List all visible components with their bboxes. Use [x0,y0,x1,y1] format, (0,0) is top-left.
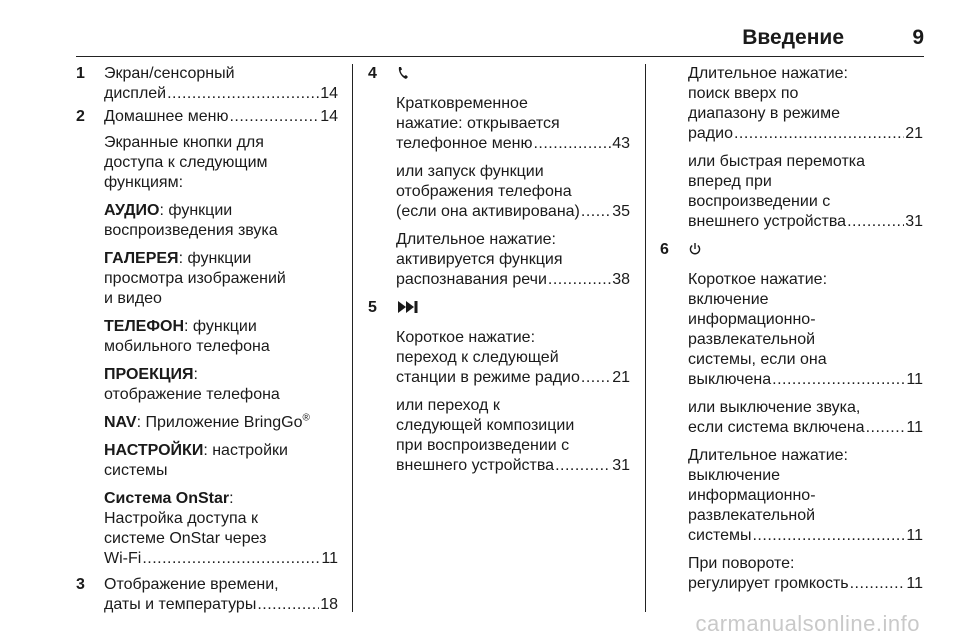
item-text: станции в режиме радио [396,369,580,386]
paragraph [396,94,630,154]
paragraph [104,201,338,241]
page-ref: 11 [321,550,338,567]
item-text: активируется функция [396,251,563,268]
page-number: 9 [912,26,924,49]
toc-entry[interactable] [688,418,923,438]
item-text: радио [688,125,733,142]
watermark: carmanualsonline.info [695,611,920,636]
item-text: отображения телефона [396,183,572,200]
paragraph [688,152,923,232]
list-item [368,64,630,290]
page-ref: 11 [906,527,923,544]
paragraph [688,554,923,594]
item-text: развлекательной [688,507,816,524]
item-number: 1 [76,65,85,82]
paragraph [104,365,338,405]
paragraph [104,413,338,433]
item-text: Кратковременное [396,95,528,112]
item-text: внешнего устройства [396,457,555,474]
item-text: Экранные кнопки для [104,134,264,151]
page-ref: 11 [906,419,923,436]
item-text: системы [688,527,752,544]
toc-entry[interactable] [104,595,338,615]
toc-entry[interactable] [688,370,923,390]
paragraph [396,328,630,388]
item-text: если система включена [688,419,865,436]
phone-icon [396,64,410,84]
column-2 [368,64,630,476]
item-text: : функции [184,318,257,335]
paragraph [688,398,923,438]
item-text: внешнего устройства [688,213,847,230]
item-text: переход к следующей [396,349,559,366]
toc-entry[interactable] [396,368,630,388]
toc-entry[interactable] [104,549,338,569]
item-text: Длительное нажатие: [396,231,556,248]
toc-entry[interactable] [688,526,923,546]
item-text: вперед при [688,173,772,190]
item-text: Отображение времени, [104,576,279,593]
item-text: Домашнее меню [104,108,229,125]
list-item-continuation [660,64,923,232]
item-text: выключена [688,371,772,388]
item-text: отображение телефона [104,386,280,403]
item-text: (если она активирована) [396,203,580,220]
paragraph [688,446,923,546]
list-item [660,240,923,594]
keyword: ГАЛЕРЕЯ [104,250,179,267]
item-text: следующей композиции [396,417,575,434]
paragraph [396,396,630,476]
toc-entry[interactable] [104,84,338,104]
item-text: включение [688,291,769,308]
column-3 [660,64,923,594]
item-text: выключение [688,467,781,484]
registered-mark: ® [302,412,310,424]
page-ref: 18 [320,596,338,613]
item-text: информационно- [688,487,816,504]
item-text: даты и температуры [104,596,257,613]
column-divider [645,64,646,612]
keyword: NAV [104,414,137,431]
keyword: НАСТРОЙКИ [104,442,204,459]
paragraph [104,317,338,357]
item-text: телефонное меню [396,135,533,152]
paragraph [104,133,338,193]
toc-entry[interactable] [688,574,923,594]
toc-entry[interactable] [688,124,923,144]
keyword: ТЕЛЕФОН [104,318,184,335]
item-number: 5 [368,299,377,316]
paragraph [104,249,338,309]
item-text: или быстрая перемотка [688,153,866,170]
item-text: системы, если она [688,351,827,368]
paragraph [688,270,923,390]
item-number: 3 [76,576,85,593]
toc-entry[interactable] [104,107,338,127]
item-text: Короткое нажатие: [396,329,536,346]
page-ref: 31 [905,213,923,230]
item-text: : Приложение BringGo [136,414,303,431]
item-text: системы [104,462,168,479]
keyword: АУДИО [104,202,160,219]
paragraph [104,441,338,481]
list-item [368,298,630,476]
item-text: : [193,366,198,383]
paragraph [396,162,630,222]
item-text: или выключение звука, [688,399,861,416]
item-text: Настройка доступа к [104,510,258,527]
page-ref: 11 [906,575,923,592]
page-ref: 38 [612,271,630,288]
item-text: диапазону в режиме [688,105,840,122]
item-text: Длительное нажатие: [688,65,848,82]
item-text: Короткое нажатие: [688,271,828,288]
item-text: просмотра изображений [104,270,286,287]
item-text: мобильного телефона [104,338,270,355]
page-title: Введение [742,26,844,49]
keyword: ПРОЕКЦИЯ [104,366,194,383]
paragraph [688,64,923,144]
column-divider [352,64,353,612]
item-text: доступа к следующим [104,154,268,171]
page-ref: 14 [320,108,338,125]
next-track-icon [396,298,420,318]
list-item [76,575,338,615]
item-text: при воспроизведении с [396,437,570,454]
page-ref: 21 [612,369,630,386]
item-number: 6 [660,241,669,258]
item-number: 4 [368,65,377,82]
item-text: системе OnStar через [104,530,267,547]
toc-entry[interactable] [396,456,630,476]
toc-entry[interactable] [396,202,630,222]
page-ref: 31 [612,457,630,474]
power-icon [688,240,702,260]
item-text: нажатие: открывается [396,115,560,132]
item-text: дисплей [104,85,167,102]
item-text: : функции [178,250,252,267]
item-text: регулирует громкость [688,575,849,592]
page-header [76,28,924,57]
item-text: и видео [104,290,162,307]
item-text: Экран/сенсорный [104,65,235,82]
toc-entry[interactable] [396,270,630,290]
page-ref: 35 [612,203,630,220]
item-text: или запуск функции [396,163,544,180]
item-text: : [229,490,234,507]
item-text: функциям: [104,174,184,191]
item-text: распознавания речи [396,271,547,288]
item-text: воспроизведения звука [104,222,278,239]
page-ref: 11 [906,371,923,388]
keyword: Система OnStar [104,490,230,507]
item-text: : настройки [203,442,288,459]
item-text: информационно- [688,311,816,328]
column-1 [76,64,338,615]
page-ref: 43 [612,135,630,152]
item-text: или переход к [396,397,500,414]
list-item [76,64,338,104]
item-text: Wi-Fi [104,550,142,567]
item-text: Длительное нажатие: [688,447,848,464]
item-text: поиск вверх по [688,85,799,102]
item-text: развлекательной [688,331,816,348]
page-ref: 14 [320,85,338,102]
toc-entry[interactable] [396,134,630,154]
item-text: : функции [159,202,233,219]
page-ref: 21 [905,125,923,142]
paragraph [396,230,630,290]
item-number: 2 [76,108,85,125]
item-text: воспроизведении с [688,193,831,210]
toc-entry[interactable] [688,212,923,232]
item-text: При повороте: [688,555,795,572]
list-item [76,107,338,569]
paragraph [104,489,338,569]
